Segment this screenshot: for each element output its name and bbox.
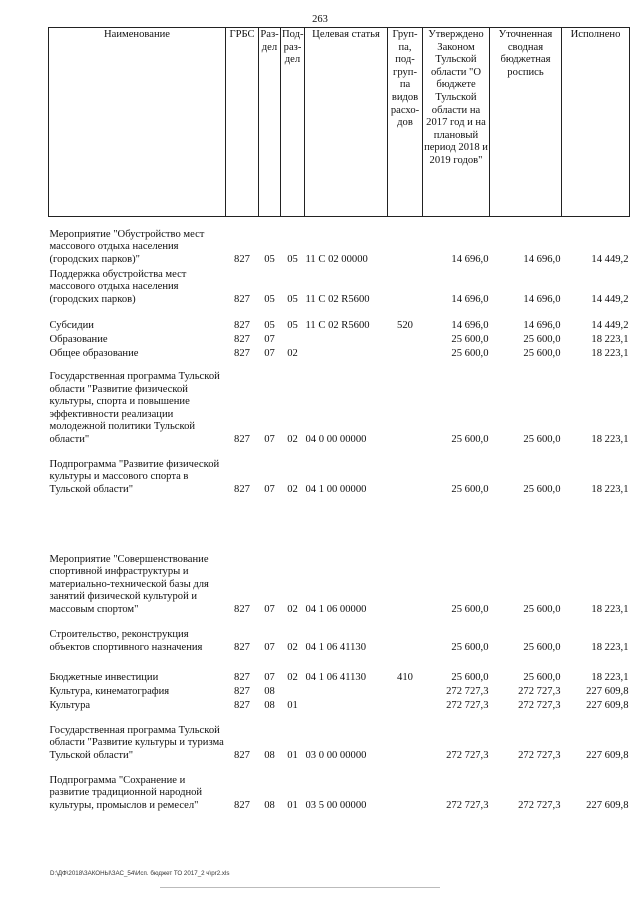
table-row	[49, 333, 630, 347]
row-razdel: 07	[264, 603, 275, 615]
row-approved: 14 696,0	[451, 319, 489, 331]
row-approved: 25 600,0	[451, 641, 489, 653]
row-executed: 18 223,1	[591, 433, 629, 445]
page-number: 263	[312, 14, 328, 25]
row-refined: 14 696,0	[523, 319, 561, 331]
row-approved: 25 600,0	[451, 483, 489, 495]
row-executed: 18 223,1	[591, 483, 629, 495]
row-razdel: 07	[264, 671, 275, 683]
row-group	[388, 347, 423, 361]
row-name: Культура, кинематография	[49, 685, 170, 697]
row-target: 11 С 02 R5600	[305, 293, 370, 305]
row-podrazdel: 05	[287, 293, 298, 305]
table-row	[49, 655, 630, 685]
row-grbs: 827	[234, 671, 250, 683]
row-grbs: 827	[234, 699, 250, 711]
row-podrazdel: 05	[287, 253, 298, 265]
row-grbs: 827	[234, 483, 250, 495]
row-grbs: 827	[234, 603, 250, 615]
row-grbs: 827	[234, 641, 250, 653]
row-razdel: 05	[264, 293, 275, 305]
row-name: Общее образование	[49, 347, 139, 359]
row-podrazdel: 02	[287, 483, 298, 495]
table-row	[49, 307, 630, 333]
row-name: Государственная программа Тульской области "Развитие культуры и туризма Тульской области"	[49, 724, 224, 761]
row-refined: 25 600,0	[523, 483, 561, 495]
row-approved: 25 600,0	[451, 333, 489, 345]
row-refined: 25 600,0	[523, 347, 561, 359]
row-executed: 14 449,2	[591, 319, 629, 331]
table-row	[49, 699, 630, 713]
row-group	[388, 617, 423, 655]
row-executed: 227 609,8	[586, 749, 629, 761]
row-executed: 18 223,1	[591, 333, 629, 345]
table-row	[49, 713, 630, 763]
row-refined: 14 696,0	[523, 253, 561, 265]
row-executed: 14 449,2	[591, 253, 629, 265]
row-podrazdel: 02	[287, 641, 298, 653]
row-executed: 227 609,8	[586, 699, 629, 711]
row-approved: 14 696,0	[451, 253, 489, 265]
row-refined: 272 727,3	[518, 699, 561, 711]
row-group	[388, 699, 423, 713]
row-name: Подпрограмма "Сохранение и развитие традиционной народной культуры, промыслов и ремесел"	[49, 774, 203, 811]
row-refined: 14 696,0	[523, 293, 561, 305]
table-row	[49, 447, 630, 497]
table-row	[49, 217, 630, 267]
row-razdel: 08	[264, 749, 275, 761]
header-podrazdel: Под-раз-дел	[281, 28, 305, 217]
row-podrazdel: 01	[287, 699, 298, 711]
table-row	[49, 763, 630, 813]
row-podrazdel	[281, 333, 305, 347]
row-grbs: 827	[234, 347, 250, 359]
row-razdel: 07	[264, 333, 275, 345]
row-podrazdel: 02	[287, 603, 298, 615]
row-group	[388, 763, 423, 813]
row-target: 03 5 00 00000	[305, 799, 367, 811]
row-target: 04 1 00 00000	[305, 483, 367, 495]
row-target: 04 0 00 00000	[305, 433, 367, 445]
row-grbs: 827	[234, 433, 250, 445]
row-target: 04 1 06 00000	[305, 603, 367, 615]
row-razdel: 07	[264, 483, 275, 495]
row-refined: 272 727,3	[518, 799, 561, 811]
row-target	[305, 333, 388, 347]
row-podrazdel	[281, 685, 305, 699]
row-executed: 18 223,1	[591, 671, 629, 683]
row-refined: 25 600,0	[523, 333, 561, 345]
file-path-footer: D:\ДФ\2018\ЗАКОНЫ\ЗАС_54\Исп. бюджет ТО 2017_2 ч\pr2.xls	[50, 870, 230, 877]
header-approved: Утверждено Законом Тульской области "О бюджете Тульской области на 2017 год и на плановый период 2018 и 2019 годов"	[423, 28, 490, 217]
row-refined: 25 600,0	[523, 433, 561, 445]
row-podrazdel: 05	[287, 319, 298, 331]
row-refined: 272 727,3	[518, 685, 561, 697]
header-name: Наименование	[49, 28, 226, 217]
row-razdel: 05	[264, 253, 275, 265]
row-executed: 18 223,1	[591, 347, 629, 359]
row-approved: 14 696,0	[451, 293, 489, 305]
row-podrazdel: 02	[287, 347, 298, 359]
header-target: Целевая статья	[305, 28, 388, 217]
row-executed: 227 609,8	[586, 799, 629, 811]
row-grbs: 827	[234, 293, 250, 305]
row-target	[305, 685, 388, 699]
row-group	[388, 497, 423, 617]
row-group	[388, 447, 423, 497]
row-group: 520	[397, 319, 413, 331]
row-name: Строительство, реконструкция объектов спортивного назначения	[49, 629, 203, 653]
table-row	[49, 685, 630, 699]
row-grbs: 827	[234, 749, 250, 761]
row-name: Подпрограмма "Развитие физической культуры и массового спорта в Тульской области"	[49, 458, 220, 495]
table-row	[49, 617, 630, 655]
footer-line	[160, 887, 440, 888]
row-approved: 25 600,0	[451, 347, 489, 359]
row-razdel: 07	[264, 433, 275, 445]
header-group: Груп-па, под-груп-па видов расхо-дов	[388, 28, 423, 217]
row-razdel: 08	[264, 799, 275, 811]
row-target	[305, 347, 388, 361]
row-target: 04 1 06 41130	[305, 671, 367, 683]
row-name: Мероприятие "Совершенствование спортивной инфраструктуры и материально-технической базы для занятий физической культурой и массовым спортом"	[49, 553, 209, 615]
row-target: 04 1 06 41130	[305, 641, 367, 653]
row-group	[388, 713, 423, 763]
row-executed: 14 449,2	[591, 293, 629, 305]
row-refined: 272 727,3	[518, 749, 561, 761]
row-podrazdel: 01	[287, 749, 298, 761]
row-podrazdel: 01	[287, 799, 298, 811]
row-executed: 18 223,1	[591, 603, 629, 615]
row-refined: 25 600,0	[523, 641, 561, 653]
header-executed: Исполнено	[562, 28, 630, 217]
row-name: Поддержка обустройства мест массового отдыха населения (городских парков)	[49, 268, 187, 305]
row-grbs: 827	[234, 685, 250, 697]
row-name: Образование	[49, 333, 108, 345]
row-podrazdel: 02	[287, 671, 298, 683]
row-podrazdel: 02	[287, 433, 298, 445]
row-target	[305, 699, 388, 713]
table-row	[49, 497, 630, 617]
row-razdel: 07	[264, 641, 275, 653]
row-group	[388, 333, 423, 347]
row-approved: 272 727,3	[446, 749, 489, 761]
row-refined: 25 600,0	[523, 671, 561, 683]
row-group: 410	[397, 671, 413, 683]
header-refined: Уточненная сводная бюджетная роспись	[490, 28, 562, 217]
row-group	[388, 267, 423, 307]
row-razdel: 08	[264, 699, 275, 711]
row-grbs: 827	[234, 333, 250, 345]
row-approved: 272 727,3	[446, 685, 489, 697]
row-group	[388, 361, 423, 447]
row-group	[388, 685, 423, 699]
row-target: 11 С 02 R5600	[305, 319, 370, 331]
row-target: 03 0 00 00000	[305, 749, 367, 761]
row-name: Культура	[49, 699, 91, 711]
row-razdel: 05	[264, 319, 275, 331]
row-refined: 25 600,0	[523, 603, 561, 615]
row-name: Субсидии	[49, 319, 94, 331]
row-name: Бюджетные инвестиции	[49, 671, 159, 683]
table-header-row	[49, 28, 630, 217]
row-approved: 272 727,3	[446, 699, 489, 711]
row-approved: 272 727,3	[446, 799, 489, 811]
row-group	[388, 217, 423, 267]
row-executed: 18 223,1	[591, 641, 629, 653]
table-row	[49, 361, 630, 447]
row-grbs: 827	[234, 319, 250, 331]
header-grbs: ГРБС	[226, 28, 259, 217]
row-razdel: 07	[264, 347, 275, 359]
header-razdel: Раз-дел	[259, 28, 281, 217]
row-approved: 25 600,0	[451, 603, 489, 615]
row-target: 11 С 02 00000	[305, 253, 368, 265]
row-name: Мероприятие "Обустройство мест массового отдыха населения (городских парков)"	[49, 228, 205, 265]
row-approved: 25 600,0	[451, 433, 489, 445]
row-approved: 25 600,0	[451, 671, 489, 683]
row-name: Государственная программа Тульской области "Развитие физической культуры, спорта и повышение эффективности реализации молодежной политики Тульской области"	[49, 370, 220, 445]
row-grbs: 827	[234, 253, 250, 265]
table-row	[49, 267, 630, 307]
row-grbs: 827	[234, 799, 250, 811]
row-executed: 227 609,8	[586, 685, 629, 697]
budget-table	[48, 27, 630, 813]
table-row	[49, 347, 630, 361]
row-razdel: 08	[264, 685, 275, 697]
